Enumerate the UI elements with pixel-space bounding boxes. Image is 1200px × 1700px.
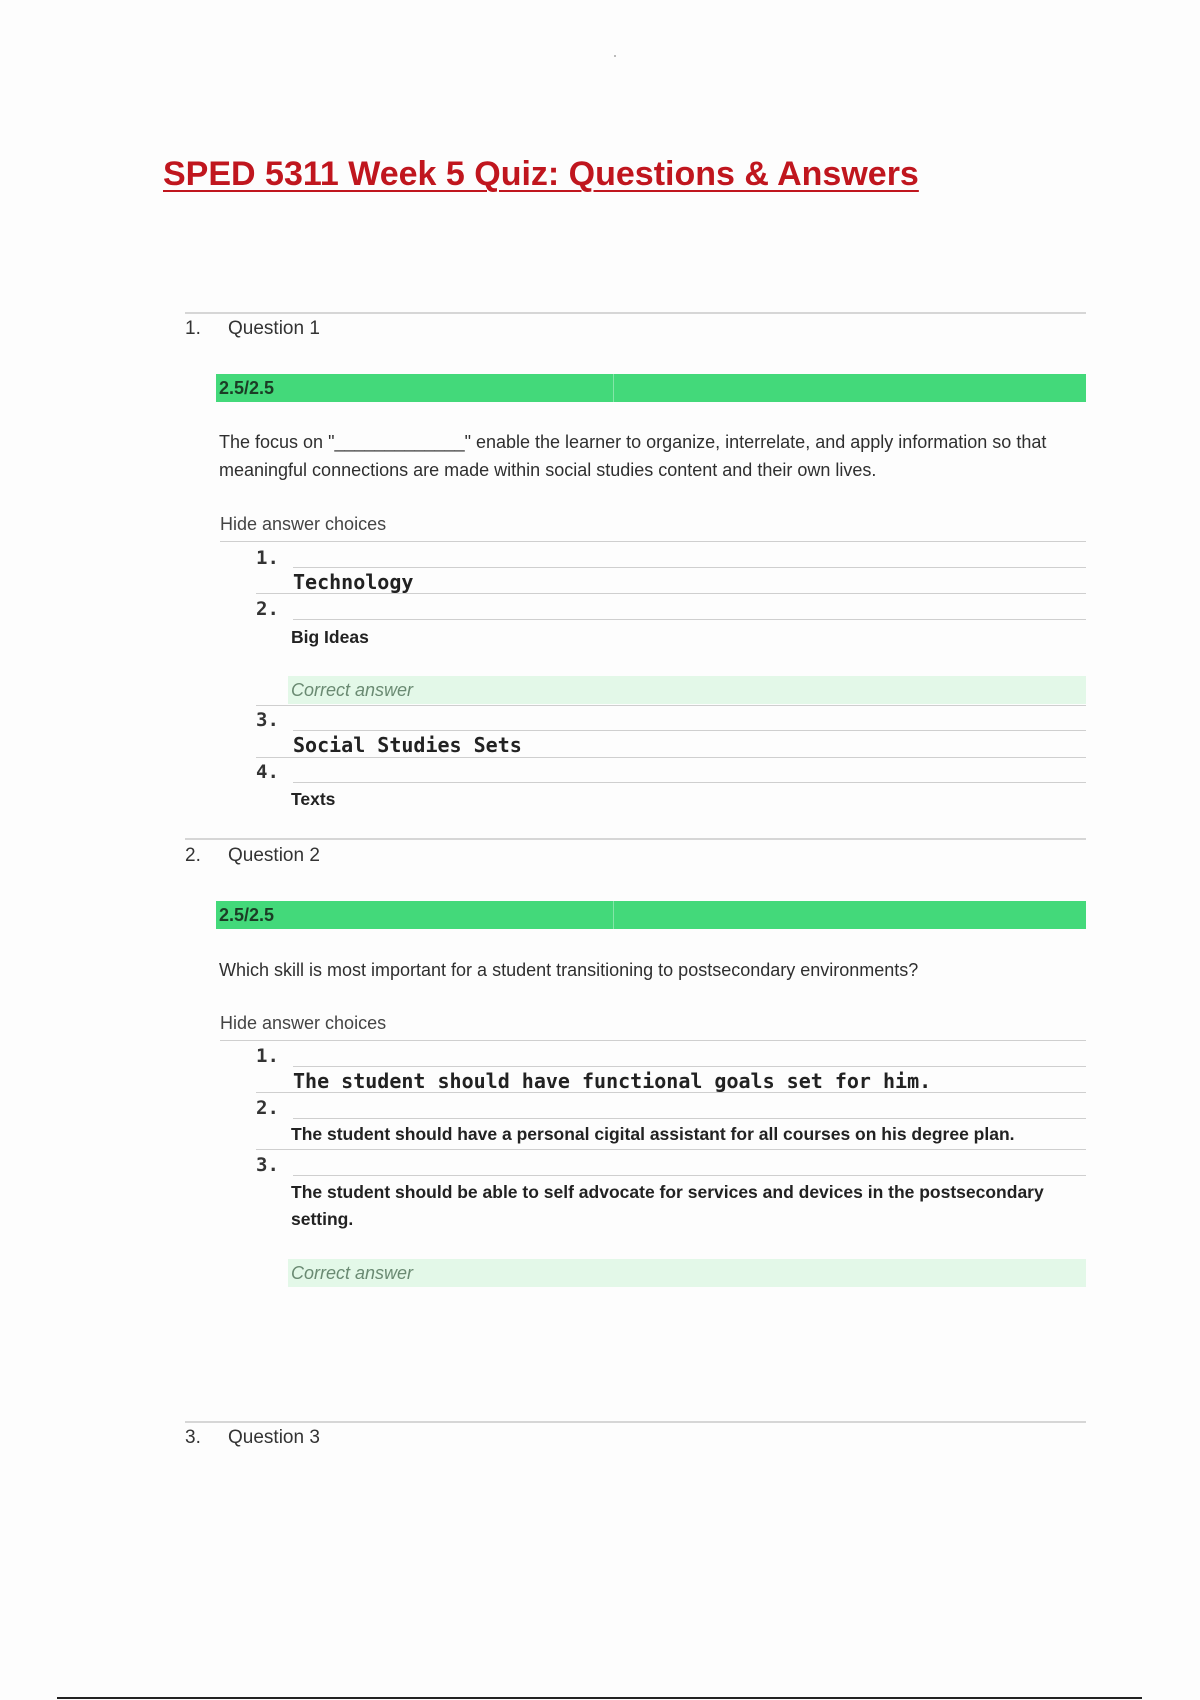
option-number: 3. bbox=[256, 1154, 279, 1176]
question-divider bbox=[185, 1421, 1086, 1423]
option-divider bbox=[256, 705, 1086, 706]
option-divider bbox=[293, 1175, 1086, 1176]
correct-answer-badge: Correct answer bbox=[288, 676, 1086, 704]
page-bottom-rule bbox=[57, 1697, 1142, 1699]
option-number: 3. bbox=[256, 709, 279, 731]
hide-answer-choices-link[interactable]: Hide answer choices bbox=[220, 1013, 387, 1033]
question-label: Question 3 bbox=[228, 1427, 320, 1448]
option-divider bbox=[293, 782, 1086, 783]
option-divider bbox=[293, 619, 1086, 620]
question-label: Question 2 bbox=[228, 845, 320, 866]
answer-option[interactable]: The student should have functional goals set for him. bbox=[293, 1069, 932, 1093]
option-divider bbox=[256, 1149, 1086, 1150]
score-bar: 2.5/2.5 bbox=[216, 374, 1086, 402]
option-divider bbox=[293, 567, 1086, 568]
question-number: 2. bbox=[185, 845, 201, 866]
answer-option[interactable]: The student should have a personal cigital assistant for all courses on his degree plan. bbox=[291, 1124, 1015, 1144]
question-label: Question 1 bbox=[228, 318, 320, 339]
option-divider bbox=[293, 730, 1086, 731]
answer-option[interactable]: Social Studies Sets bbox=[293, 733, 522, 757]
option-number: 1. bbox=[256, 547, 279, 569]
question-number: 3. bbox=[185, 1427, 201, 1448]
answer-option[interactable]: Technology bbox=[293, 570, 414, 594]
question-divider bbox=[185, 838, 1086, 840]
answer-option[interactable]: The student should be able to self advocate for services and devices in the postsecondary setting. bbox=[291, 1182, 1044, 1229]
question-text: Which skill is most important for a student transitioning to postsecondary environments? bbox=[219, 960, 919, 980]
answer-option[interactable]: Texts bbox=[291, 789, 336, 809]
answer-option[interactable]: Big Ideas bbox=[291, 627, 369, 647]
question-3-header bbox=[185, 1427, 320, 1449]
score-bar: 2.5/2.5 bbox=[216, 901, 1086, 929]
option-divider bbox=[256, 757, 1086, 758]
question-text: The focus on "_____________" enable the learner to organize, interrelate, and apply information so that meaningful connections are made within social studies content and their own lives. bbox=[219, 432, 1047, 480]
option-divider bbox=[293, 1118, 1086, 1119]
choices-divider bbox=[220, 541, 1086, 542]
question-2-header bbox=[185, 845, 320, 867]
correct-answer-badge: Correct answer bbox=[288, 1259, 1086, 1287]
option-number: 1. bbox=[256, 1045, 279, 1067]
option-divider bbox=[256, 1092, 1086, 1093]
option-divider bbox=[256, 593, 1086, 594]
option-number: 2. bbox=[256, 598, 279, 620]
question-divider bbox=[185, 312, 1086, 314]
option-number: 2. bbox=[256, 1097, 279, 1119]
page-title: SPED 5311 Week 5 Quiz: Questions & Answers bbox=[163, 155, 919, 193]
option-number: 4. bbox=[256, 761, 279, 783]
question-number: 1. bbox=[185, 318, 201, 339]
hide-answer-choices-link[interactable]: Hide answer choices bbox=[220, 514, 387, 534]
page-mark bbox=[614, 55, 616, 57]
choices-divider bbox=[220, 1040, 1086, 1041]
question-1-header bbox=[185, 318, 320, 340]
option-divider bbox=[293, 1066, 1086, 1067]
